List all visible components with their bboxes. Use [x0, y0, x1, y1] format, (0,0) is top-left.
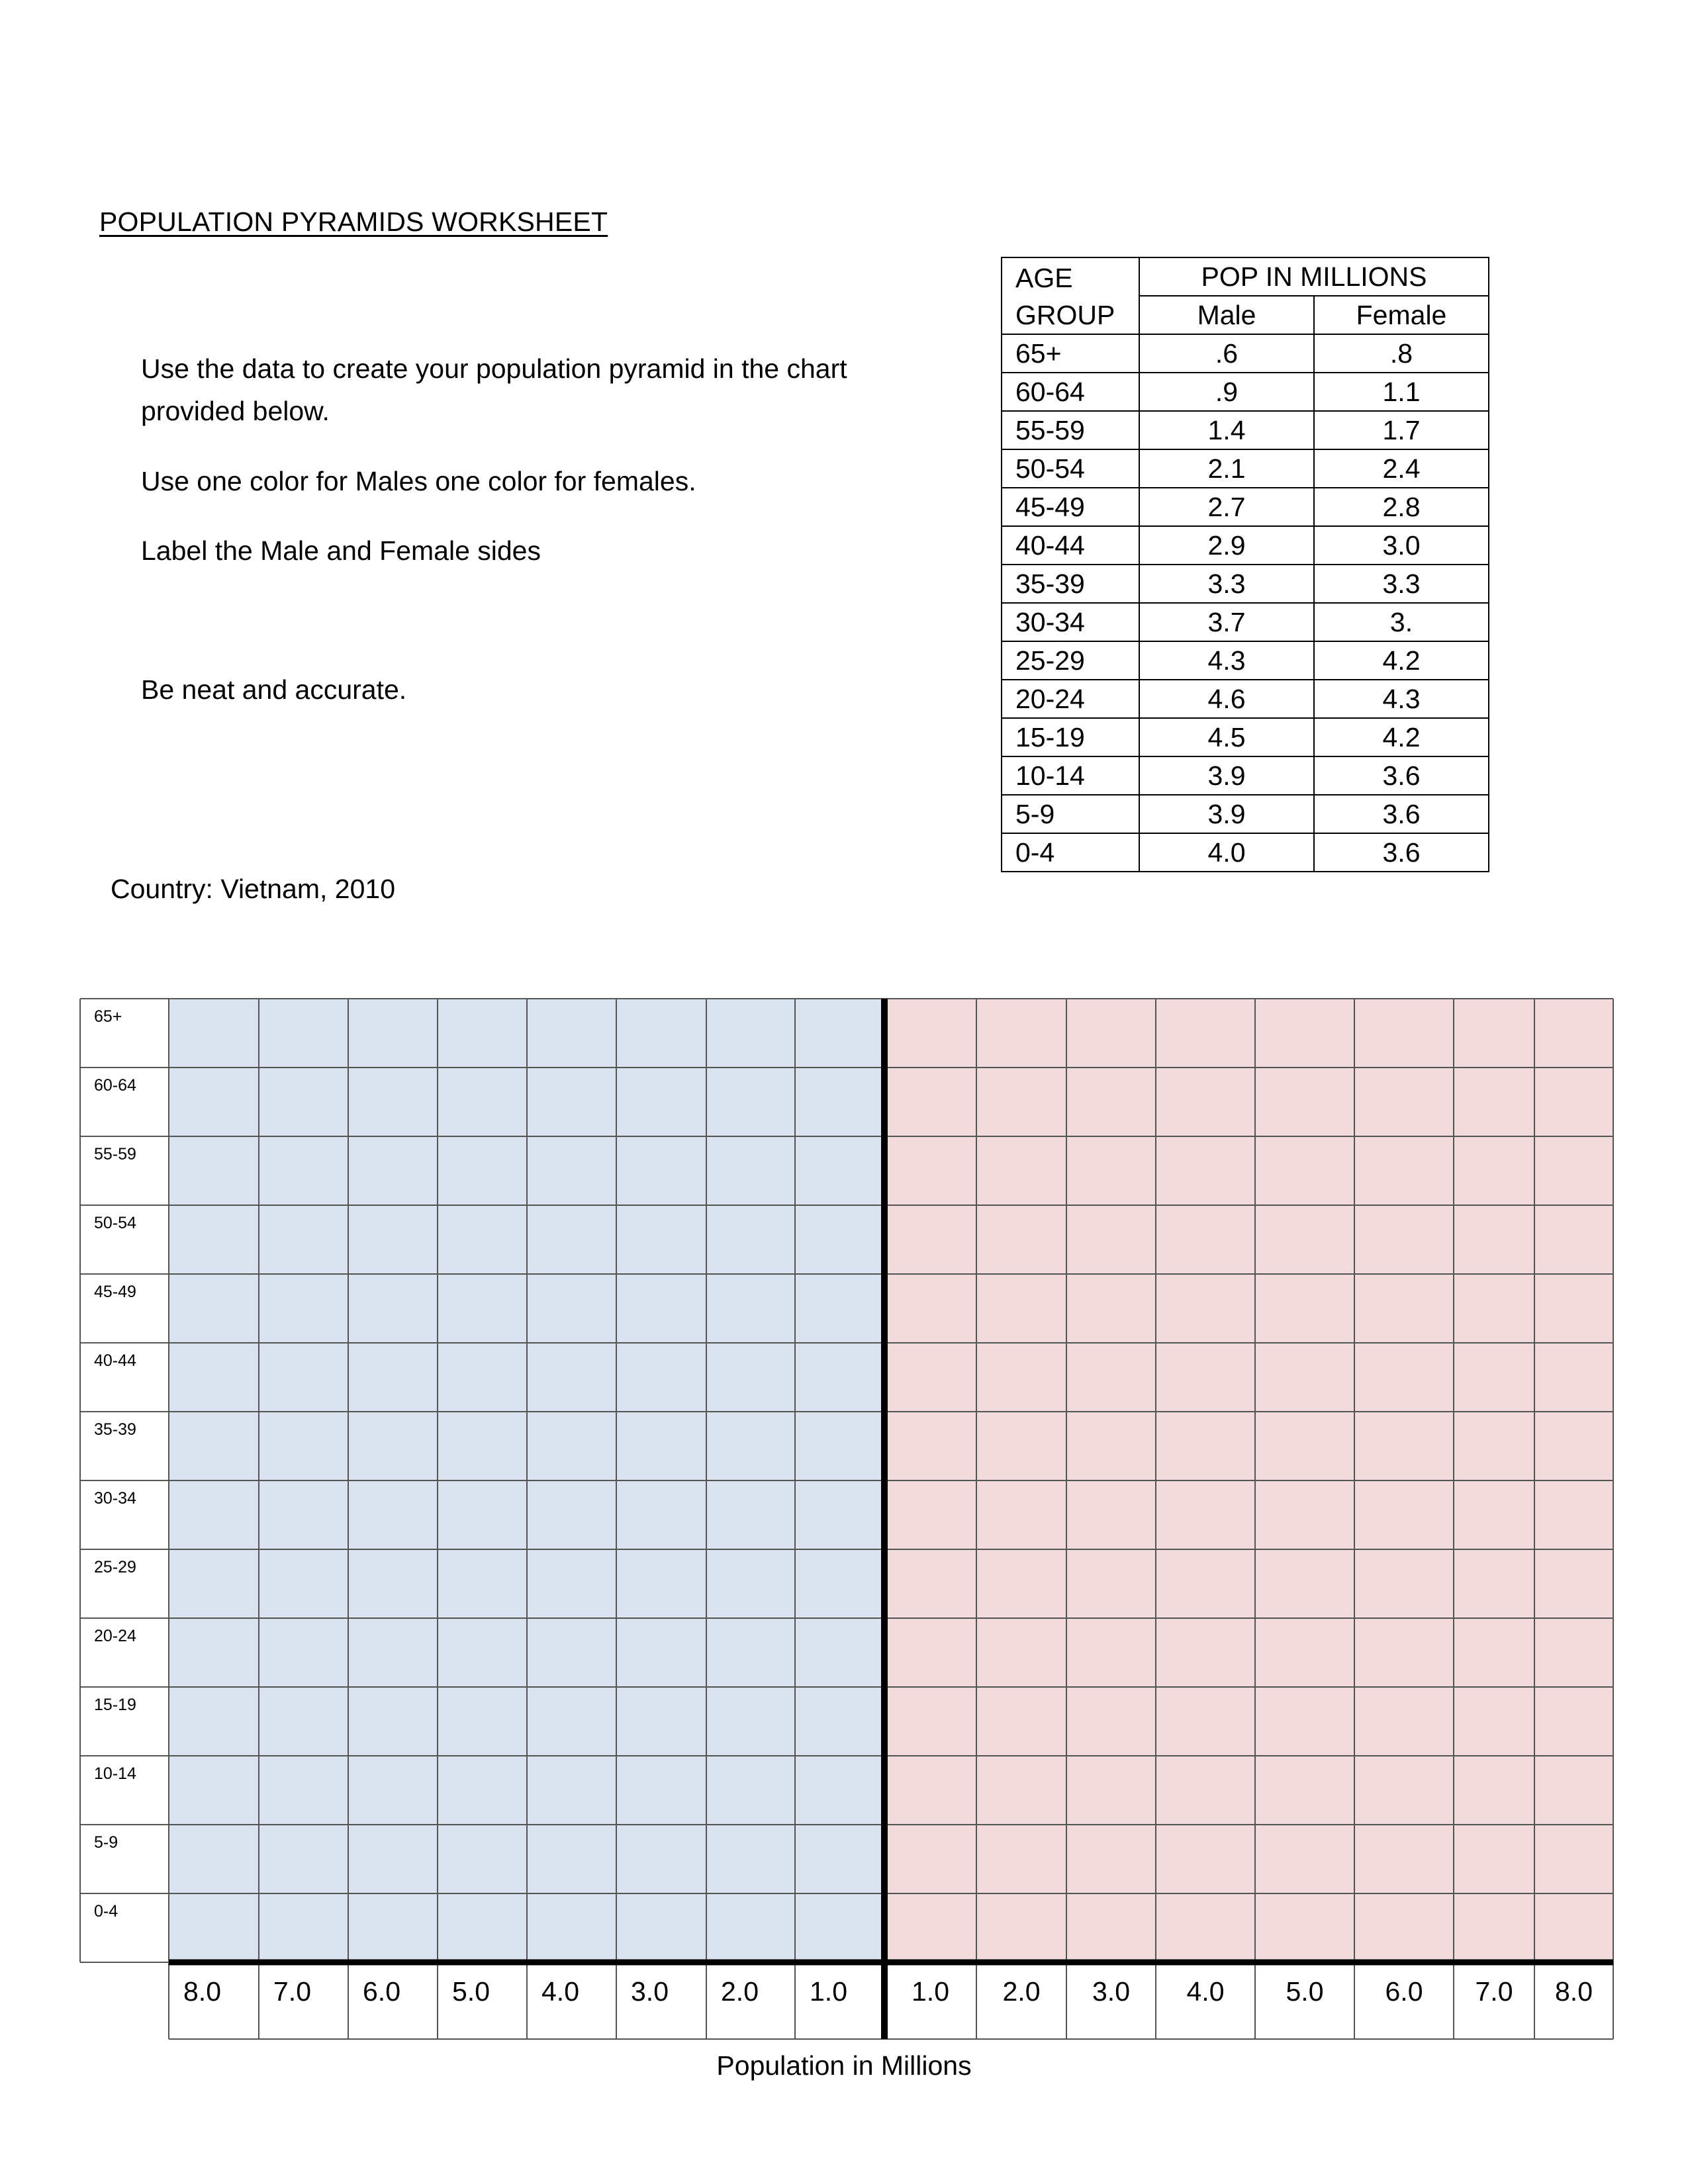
pop-in-millions-header: POP IN MILLIONS — [1139, 257, 1489, 296]
female-value-cell: 3.6 — [1314, 795, 1489, 833]
age-cell: 50-54 — [1002, 449, 1139, 488]
age-cell: 20-24 — [1002, 680, 1139, 718]
age-row-label: 65+ — [94, 1007, 122, 1026]
male-header: Male — [1139, 296, 1314, 334]
female-tick-label: 3.0 — [1092, 1976, 1130, 2007]
female-tick-label: 5.0 — [1286, 1976, 1324, 2007]
female-value-cell: 3.6 — [1314, 756, 1489, 795]
female-value-cell: 1.7 — [1314, 411, 1489, 449]
age-row-label: 60-64 — [94, 1076, 136, 1095]
female-value-cell: 2.4 — [1314, 449, 1489, 488]
female-tick-label: 6.0 — [1385, 1976, 1423, 2007]
male-value-cell: 2.7 — [1139, 488, 1314, 526]
female-tick-label: 2.0 — [1002, 1976, 1041, 2007]
age-row-label: 20-24 — [94, 1627, 136, 1645]
male-tick-label: 4.0 — [541, 1976, 579, 2007]
age-row-label: 15-19 — [94, 1696, 136, 1714]
age-row-label: 10-14 — [94, 1764, 136, 1783]
male-value-cell: 4.6 — [1139, 680, 1314, 718]
female-value-cell: 4.2 — [1314, 641, 1489, 680]
age-row-label: 55-59 — [94, 1145, 136, 1163]
age-cell: 30-34 — [1002, 603, 1139, 641]
female-value-cell: 4.3 — [1314, 680, 1489, 718]
country-label: Country: Vietnam, 2010 — [111, 874, 395, 904]
male-value-cell: 4.3 — [1139, 641, 1314, 680]
age-row-label: 30-34 — [94, 1489, 136, 1508]
male-value-cell: 4.0 — [1139, 833, 1314, 872]
male-value-cell: 3.3 — [1139, 565, 1314, 603]
age-cell: 0-4 — [1002, 833, 1139, 872]
x-axis-label: Population in Millions — [716, 2050, 972, 2081]
male-value-cell: 2.1 — [1139, 449, 1314, 488]
male-tick-label: 7.0 — [273, 1976, 311, 2007]
female-value-cell: 3.6 — [1314, 833, 1489, 872]
female-value-cell: 2.8 — [1314, 488, 1489, 526]
instruction-data: Use the data to create your population pyramid in the chart provided below. — [141, 353, 847, 426]
worksheet-title: POPULATION PYRAMIDS WORKSHEET — [99, 206, 608, 237]
female-value-cell: .8 — [1314, 334, 1489, 373]
age-row-label: 40-44 — [94, 1351, 136, 1370]
male-tick-label: 3.0 — [631, 1976, 669, 2007]
female-value-cell: 3. — [1314, 603, 1489, 641]
age-header-line2: GROUP — [1015, 300, 1115, 330]
age-cell: 5-9 — [1002, 795, 1139, 833]
male-value-cell: .6 — [1139, 334, 1314, 373]
age-row-label: 45-49 — [94, 1283, 136, 1301]
instruction-neat: Be neat and accurate. — [141, 674, 407, 705]
male-value-cell: .9 — [1139, 373, 1314, 411]
age-row-label: 35-39 — [94, 1420, 136, 1439]
age-cell: 10-14 — [1002, 756, 1139, 795]
age-cell: 35-39 — [1002, 565, 1139, 603]
female-tick-label: 7.0 — [1475, 1976, 1513, 2007]
age-row-label: 5-9 — [94, 1833, 118, 1852]
age-cell: 65+ — [1002, 334, 1139, 373]
instruction-colors: Use one color for Males one color for females. — [141, 466, 696, 496]
female-tick-label: 8.0 — [1555, 1976, 1593, 2007]
age-row-label: 50-54 — [94, 1214, 136, 1232]
age-row-label: 0-4 — [94, 1902, 118, 1921]
female-tick-label: 4.0 — [1186, 1976, 1225, 2007]
male-value-cell: 3.9 — [1139, 756, 1314, 795]
female-tick-label: 1.0 — [912, 1976, 949, 2007]
male-value-cell: 2.9 — [1139, 526, 1314, 565]
age-cell: 25-29 — [1002, 641, 1139, 680]
age-row-label: 25-29 — [94, 1558, 136, 1576]
age-header-line1: AGE — [1015, 263, 1073, 293]
male-tick-label: 2.0 — [721, 1976, 759, 2007]
female-value-cell: 1.1 — [1314, 373, 1489, 411]
male-tick-label: 1.0 — [810, 1976, 847, 2007]
male-value-cell: 1.4 — [1139, 411, 1314, 449]
age-cell: 15-19 — [1002, 718, 1139, 756]
male-value-cell: 3.7 — [1139, 603, 1314, 641]
male-value-cell: 4.5 — [1139, 718, 1314, 756]
female-value-cell: 3.0 — [1314, 526, 1489, 565]
male-value-cell: 3.9 — [1139, 795, 1314, 833]
female-value-cell: 3.3 — [1314, 565, 1489, 603]
age-cell: 45-49 — [1002, 488, 1139, 526]
female-value-cell: 4.2 — [1314, 718, 1489, 756]
age-cell: 40-44 — [1002, 526, 1139, 565]
age-cell: 60-64 — [1002, 373, 1139, 411]
male-tick-label: 6.0 — [363, 1976, 400, 2007]
female-header: Female — [1314, 296, 1489, 334]
age-cell: 55-59 — [1002, 411, 1139, 449]
instruction-labels: Label the Male and Female sides — [141, 535, 541, 566]
male-tick-label: 5.0 — [452, 1976, 490, 2007]
male-tick-label: 8.0 — [183, 1976, 221, 2007]
